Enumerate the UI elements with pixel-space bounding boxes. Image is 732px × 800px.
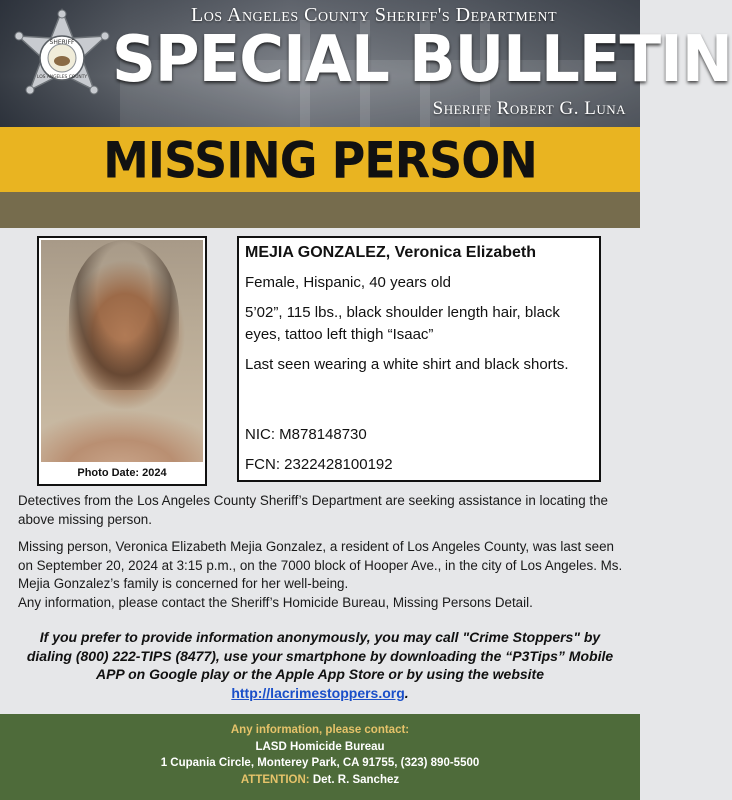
missing-person-title: MISSING PERSON xyxy=(103,130,537,189)
details-paragraph xyxy=(18,538,623,612)
person-info-box xyxy=(237,236,601,482)
person-photo xyxy=(41,240,203,462)
person-nic: NIC: M878148730 xyxy=(245,426,367,443)
photo-date-caption: Photo Date: 2024 xyxy=(77,467,167,479)
contact-bureau: LASD Homicide Bureau xyxy=(255,740,385,753)
missing-person-banner xyxy=(0,127,640,192)
contact-sentence: Any information, please contact the Sheriff’s Homicide Bureau, Missing Persons Detail. xyxy=(18,594,533,610)
crime-stoppers-notice xyxy=(20,628,620,702)
special-bulletin-title: SPECIAL BULLETIN xyxy=(112,22,732,97)
sheriff-name: Sheriff Robert G. Luna xyxy=(432,98,626,119)
contact-heading: Any information, please contact: xyxy=(230,724,410,736)
person-description: 5’02”, 115 lbs., black shoulder length hair, black eyes, tattoo left thigh “Isaac” xyxy=(245,304,560,343)
contact-attention xyxy=(0,772,640,789)
crime-stoppers-text: If you prefer to provide information anonymously, you may call "Crime Stoppers" by dialing (800) 222-TIPS (8477), use your smartphone by downloading the “P3Tips” Mobile APP on Google play or the Apple App Store or by using the website xyxy=(26,629,614,682)
contact-footer xyxy=(0,714,640,800)
badge-ring-text: LOS ANGELES COUNTY xyxy=(36,75,88,80)
bulletin-header xyxy=(0,0,732,127)
person-name: MEJIA GONZALEZ, Veronica Elizabeth xyxy=(245,244,537,261)
person-clothing: Last seen wearing a white shirt and black shorts. xyxy=(245,356,569,373)
attention-label: ATTENTION: xyxy=(240,773,310,786)
details-text: Missing person, Veronica Elizabeth Mejia Gonzalez, a resident of Los Angeles County, was last seen on September 20, 2024 at 3:15 p.m., on the 7000 block of Hooper Ave., in the city of Los Angeles. Ms. Mejia Gonzalez’s family is concerned for her well-being. xyxy=(18,539,623,591)
sheriff-star-badge-icon xyxy=(14,8,110,118)
link-suffix: . xyxy=(404,684,409,701)
badge-top-text: SHERIFF xyxy=(49,39,75,46)
attention-name: Det. R. Sanchez xyxy=(312,773,400,786)
olive-divider-bar xyxy=(0,192,640,228)
crime-stoppers-link[interactable]: http://lacrimestoppers.org xyxy=(231,684,405,701)
person-demographics: Female, Hispanic, 40 years old xyxy=(245,274,451,291)
person-fcn: FCN: 2322428100192 xyxy=(245,456,393,473)
person-photo-frame xyxy=(37,236,207,486)
contact-address: 1 Cupania Circle, Monterey Park, CA 91755, (323) 890-5500 xyxy=(160,757,480,769)
photo-hair-shading xyxy=(69,240,179,390)
agency-name: Los Angeles County Sheriff's Department xyxy=(190,4,557,26)
intro-paragraph: Detectives from the Los Angeles County Sheriff’s Department are seeking assistance in locating the above missing person. xyxy=(18,493,608,527)
